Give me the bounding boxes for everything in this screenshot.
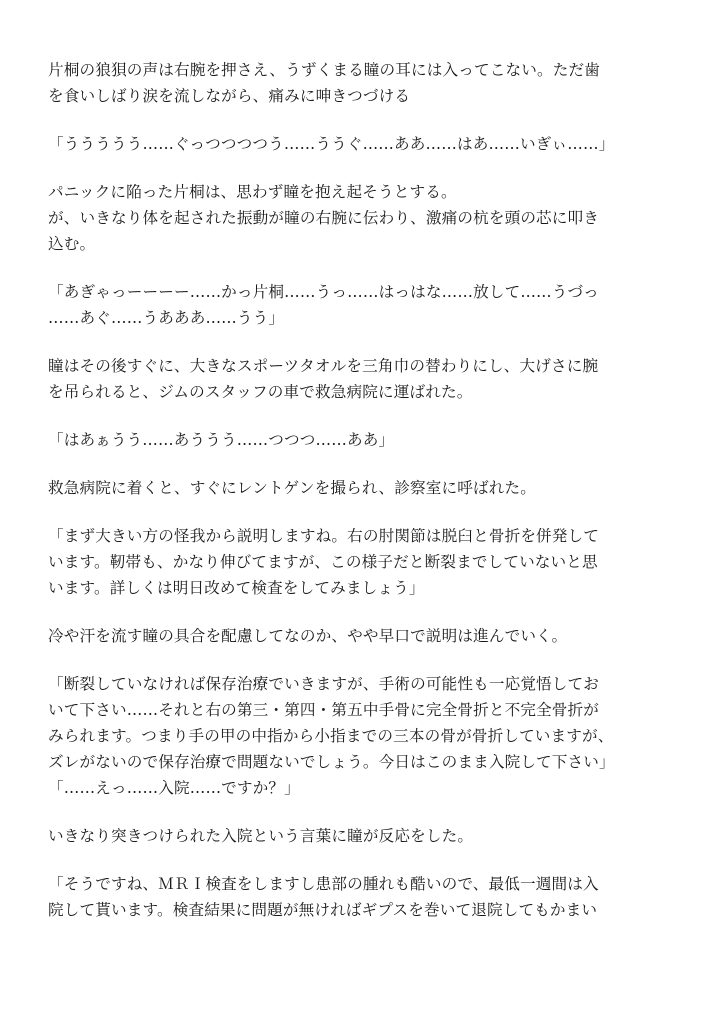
paragraph: パニックに陥った片桐は、思わず瞳を抱え起そうとする。 が、いきなり体を起された振動が瞳の右腕に伝わり、激痛の杭を頭の芯に叩き 込む。	[48, 183, 600, 253]
dialogue-paragraph: 「はあぁうう……あううう……つつつ……ああ」	[48, 431, 395, 449]
dialogue-paragraph: 「あぎゃっーーーー……かっ片桐……うっ……はっはな……放して……うづっ ……あぐ……うあああ……うう」	[48, 283, 599, 327]
paragraph: いきなり突きつけられた入院という言葉に瞳が反応をした。	[48, 827, 474, 845]
dialogue-paragraph: 「断裂していなければ保存治療でいきますが、手術の可能性も一応覚悟してお いて下さい……それと右の第三・第四・第五中手骨に完全骨折と不完全骨折が みられます。つまり手の甲の中指から小指までの三本の骨が骨折していますが、 ズレがないので保存治療で問題ないでしょう。今日はこのまま入院して下さい」	[48, 675, 615, 771]
dialogue-paragraph: 「そうですね、ＭＲＩ検査をしますし患部の腫れも酷いので、最低一週間は入 院して貰います。検査結果に問題が無ければギプスを巻いて退院してもかまい	[48, 875, 599, 919]
paragraph: 片桐の狼狽の声は右腕を押さえ、うずくまる瞳の耳には入ってこない。ただ歯 を食いしばり涙を流しながら、痛みに呻きつづける	[48, 61, 600, 105]
dialogue-paragraph: 「ううううう……ぐっつつつつう……ううぐ……ああ……はあ……いぎぃ……」	[48, 135, 615, 153]
dialogue-paragraph: 「まず大きい方の怪我から説明しますね。右の肘関節は脱臼と骨折を併発して います。靭帯も、かなり伸びてますが、この様子だと断裂までしていないと思 います。詳しくは明日改めて検査をしてみましょう」	[48, 527, 600, 597]
paragraph: 瞳はその後すぐに、大きなスポーツタオルを三角巾の替わりにし、大げさに腕 を吊られると、ジムのスタッフの車で救急病院に運ばれた。	[48, 357, 599, 401]
paragraph: 救急病院に着くと、すぐにレントゲンを撮られ、診察室に呼ばれた。	[48, 479, 536, 497]
document-page	[48, 57, 660, 945]
paragraph: 冷や汗を流す瞳の具合を配慮してなのか、やや早口で説明は進んでいく。	[48, 627, 568, 645]
dialogue-paragraph: 「……えっ……入院……ですか？」	[48, 779, 300, 797]
